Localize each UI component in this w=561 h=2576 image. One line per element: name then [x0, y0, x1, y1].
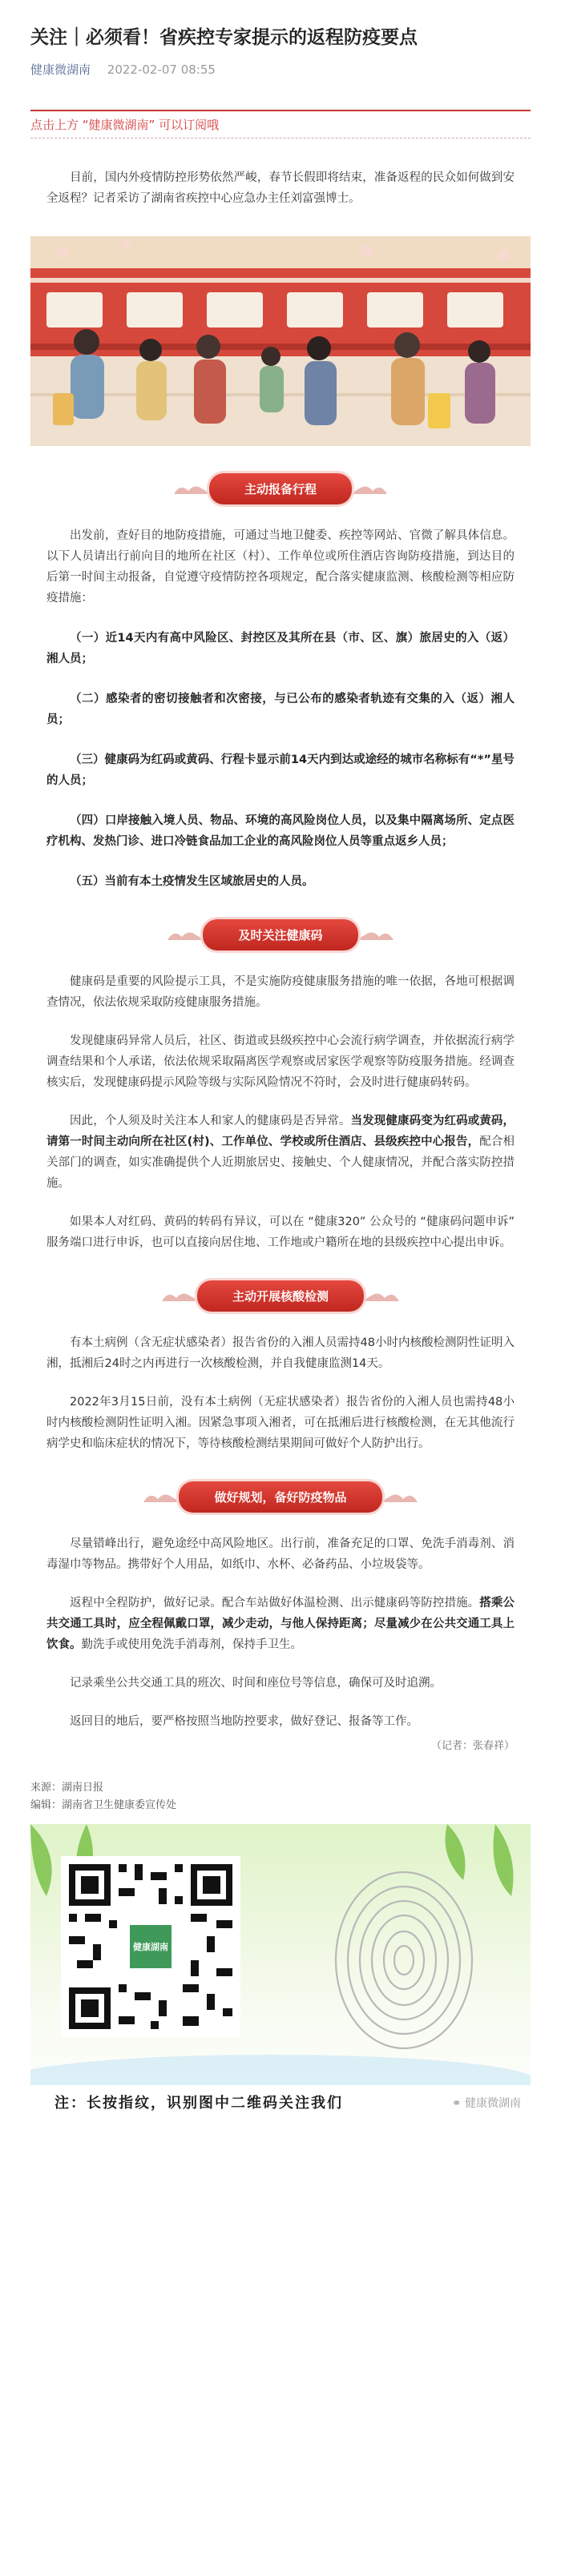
list-item: （三）健康码为红码或黄码、行程卡显示前14天内到达或途经的城市名称标有“*”星号的人员；	[46, 754, 515, 787]
divider	[30, 138, 531, 139]
paragraph: 出发前，查好目的地防疫措施，可通过当地卫健委、疾控等网站、官微了解具体信息。以下人员请出行前向目的地所在社区（村）、工作单位或所住酒店咨询防疫措施，到达目的后第一时间主动报备，自觉遵守疫情防控各项规定，配合落实健康监测、核酸检测等相应防疫措施：	[46, 529, 515, 605]
section-title: 及时关注健康码	[203, 919, 357, 950]
publish-date: 2022-02-07 08:55	[107, 62, 216, 77]
section-heading	[30, 1280, 531, 1312]
paragraph-text: 配合相关部门的调查，如实准确提供个人近期旅居史、接触史、个人健康情况，并配合落实防控措施。	[46, 1135, 515, 1190]
paragraph-text: 返程中全程防护，做好记录。配合车站做好体温检测、出示健康码等防控措施。	[70, 1597, 480, 1609]
cloud-ornament-icon	[166, 926, 203, 945]
section-title: 主动开展核酸检测	[197, 1280, 364, 1312]
list-item: （二）感染者的密切接触者和次密接，与已公布的感染者轨迹有交集的入（返）湘人员；	[46, 693, 515, 726]
paragraph: 健康码是重要的风险提示工具，不是实施防疫健康服务措施的唯一依据，各地可根据调查情况，依法依规采取防疫健康服务措施。	[46, 975, 515, 1009]
intro-paragraph: 目前，国内外疫情防控形势依然严峻，春节长假即将结束，准备返程的民众如何做到安全返程？记者采访了湖南省疾控中心应急办主任刘富强博士。	[46, 171, 515, 205]
paragraph	[46, 1593, 515, 1655]
reporter-byline: （记者：张春祥）	[430, 1740, 515, 1752]
follow-banner	[30, 1824, 531, 2122]
paragraph-text: 因此，个人须及时关注本人和家人的健康码是否异常。	[70, 1115, 351, 1127]
paragraph	[46, 1111, 515, 1194]
paragraph: 记录乘坐公共交通工具的班次、时间和座位号等信息，确保可及时追溯。	[70, 1677, 442, 1690]
paragraph: 有本土病例（含无症状感染者）报告省份的入湘人员需持48小时内核酸检测阴性证明入湘，抵湘后24时之内再进行一次核酸检测，并自我健康监测14天。	[46, 1336, 515, 1370]
watermark	[452, 2095, 521, 2111]
article-meta	[30, 61, 531, 78]
emphasis-text: 当发现健康码变为红码或黄码，请第一时间主动向所在社区(村)、工作单位、学校或所住酒店、县级疾控中心报告，	[46, 1115, 515, 1148]
article-title: 关注｜必须看！省疾控专家提示的返程防疫要点	[30, 27, 418, 48]
cloud-ornament-icon	[172, 480, 209, 499]
section-title: 主动报备行程	[209, 473, 352, 504]
source-line: 来源：湖南日报	[30, 1782, 104, 1794]
watermark-text: 健康微湖南	[465, 2097, 521, 2110]
hero-illustration	[30, 236, 531, 446]
paragraph: 尽量错峰出行，避免途经中高风险地区。出行前，准备充足的口罩、免洗手消毒剂、消毒湿巾等物品。携带好个人用品，如纸巾、水杯、必备药品、小垃圾袋等。	[46, 1537, 515, 1571]
cloud-ornament-icon	[352, 480, 389, 499]
divider	[30, 110, 531, 111]
emphasis-text: 搭乘公共交通工具时，应全程佩戴口罩，减少走动，与他人保持距离；尽量减少在公共交通工具上饮食。	[46, 1597, 515, 1651]
account-name-link[interactable]: 健康微湖南	[30, 62, 91, 77]
section-heading	[30, 473, 531, 504]
editor-line: 编辑：湖南省卫生健康委宣传处	[30, 1799, 177, 1811]
paragraph: 发现健康码异常人员后，社区、街道或县级疾控中心会流行病学调查，并依据流行病学调查结果和个人承诺，依法依规采取隔离医学观察或居家医学观察等防疫服务措施。经调查核实后，发现健康码提示风险等级与实际风险情况不符时，会及时进行健康码转码。	[46, 1035, 515, 1089]
paragraph: 如果本人对红码、黄码的转码有异议，可以在 “健康320” 公众号的 “健康码问题申诉” 服务端口进行申诉，也可以直接向居住地、工作地或户籍所在地的县级疾控中心提出申诉。	[46, 1216, 515, 1249]
section-heading	[30, 919, 531, 950]
cloud-ornament-icon	[358, 926, 395, 945]
credits	[30, 1779, 531, 1814]
cloud-ornament-icon	[160, 1287, 197, 1306]
qr-instruction: 注：长按指纹，识别图中二维码关注我们	[54, 2095, 343, 2112]
subscribe-tip: 点击上方 “健康微湖南” 可以订阅哦	[30, 118, 220, 132]
paragraph: 返回目的地后，要严格按照当地防控要求，做好登记、报备等工作。	[70, 1715, 418, 1728]
section-title: 做好规划，备好防疫物品	[179, 1481, 381, 1513]
list-item: （五）当前有本土疫情发生区域旅居史的人员。	[70, 875, 314, 888]
list-item: （一）近14天内有高中风险区、封控区及其所在县（市、区、旗）旅居史的入（返）湘人员；	[46, 632, 515, 665]
cloud-ornament-icon	[364, 1287, 401, 1306]
section-heading	[30, 1481, 531, 1513]
cloud-ornament-icon	[382, 1488, 419, 1507]
qr-center-logo: 健康湖南	[133, 1941, 168, 1952]
cloud-ornament-icon	[142, 1488, 179, 1507]
paragraph: 2022年3月15日前，没有本土病例（无症状感染者）报告省份的入湘人员也需持48小时内核酸检测阴性证明入湘。因紧急事项入湘者，可在抵湘后进行核酸检测，在无其他流行病学史和临床症状的情况下，等待核酸检测结果期间可做好个人防护出行。	[46, 1396, 515, 1450]
list-item: （四）口岸接触入境人员、物品、环境的高风险岗位人员，以及集中隔离场所、定点医疗机构、发热门诊、进口冷链食品加工企业的高风险岗位人员等重点返乡人员；	[46, 814, 515, 848]
watermark-icon: ⚭	[451, 2097, 465, 2110]
paragraph-text: 勤洗手或使用免洗手消毒剂，保持手卫生。	[81, 1638, 302, 1651]
